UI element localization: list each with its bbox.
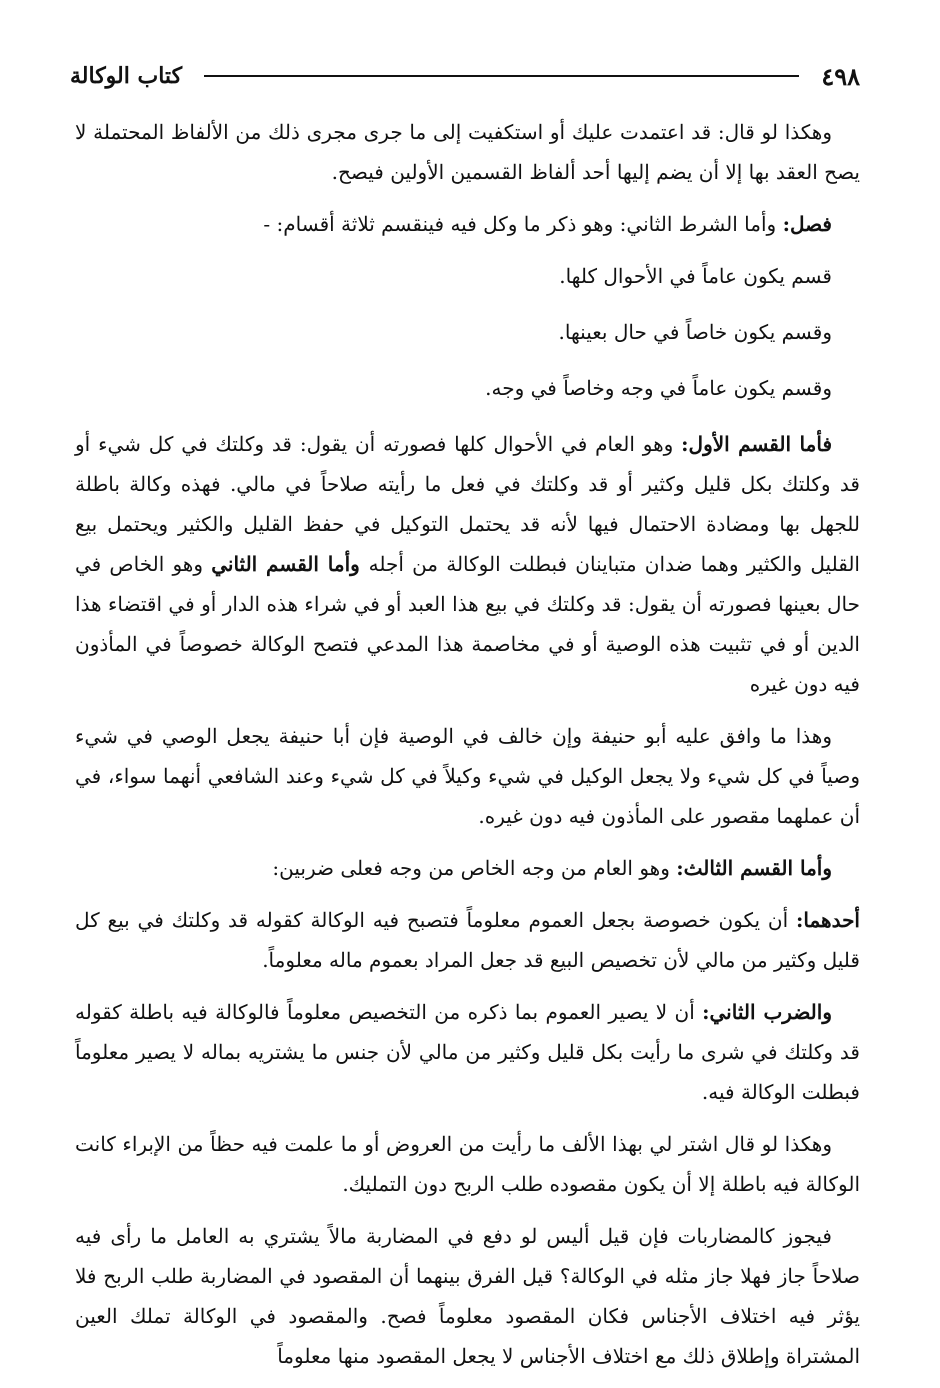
paragraph-text: وهو الخاص في حال بعينها فصورته أن يقول: قد وكلتك في بيع هذا العبد أو في شراء هذه الدار أو في اقتضاء هذا الدين أو في تثبيت هذه الوصية أو في مخاصمة هذا المدعي فتصح الوكالة خصوصاً في المأذون فيه دون غيره xyxy=(75,552,860,696)
section-heading: وأما القسم الثالث: xyxy=(676,856,832,880)
section-heading: والضرب الثاني: xyxy=(702,1000,832,1024)
paragraph-text: أن لا يصير العموم بما ذكره من التخصيص معلوماً فالوكالة فيه باطلة كقوله قد وكلتك في شرى ما رأيت بكل قليل وكثير من مالي لأن جنس ما يشتريه بماله لا يصير معلوماً فبطلت الوكالة فيه. xyxy=(75,1000,860,1104)
section-heading: وأما القسم الثاني xyxy=(211,552,369,576)
section-heading: أحدهما: xyxy=(795,908,860,932)
list-item: قسم يكون عاماً في الأحوال كلها. xyxy=(559,264,832,288)
page-number: ٤٩٨ xyxy=(821,61,860,91)
paragraph-first-section xyxy=(75,424,860,704)
paragraph: فيجوز كالمضاربات فإن قيل أليس لو دفع في المضاربة مالاً يشتري به العامل ما رأى فيه صلاحاً جاز فهلا جاز مثله في الوكالة؟ قيل الفرق بينهما أن المقصود في المضاربة طلب الربح فلا يؤثر فيه اختلاف الأجناس فكان المقصود معلوماً فصح. والمقصود في الوكالة تملك العين المشتراة وإطلاق ذلك مع اختلاف الأجناس لا يجعل المقصود منها معلوماً xyxy=(75,1224,860,1368)
section-heading: فصل: xyxy=(782,212,832,236)
paragraph: وهكذا لو قال اشتر لي بهذا الألف ما رأيت من العروض أو ما علمت فيه حظاً من الإبراء كانت الوكالة فيه باطلة إلا أن يكون مقصوده طلب الربح دون التمليك. xyxy=(75,1132,860,1196)
paragraph-text: أن يكون خصوصة بجعل العموم معلوماً فتصبح فيه الوكالة كقوله قد وكلتك في بيع كل قليل وكثير من مالي لأن تخصيص البيع قد جعل المراد بعموم ماله معلوماً. xyxy=(75,908,860,972)
header-rule xyxy=(204,75,799,77)
list-item: وقسم يكون خاصاً في حال بعينها. xyxy=(558,320,832,344)
paragraph-first-type xyxy=(75,900,860,980)
paragraph-second-type xyxy=(75,992,860,1112)
paragraph-text: وأما الشرط الثاني: وهو ذكر ما وكل فيه فينقسم ثلاثة أقسام: - xyxy=(263,212,783,236)
page-header xyxy=(70,54,860,98)
paragraph: وهكذا لو قال: قد اعتمدت عليك أو استكفيت إلى ما جرى مجرى ذلك من الألفاظ المحتملة لا يصح العقد بها إلا أن يضم إليها أحد ألفاظ القسمين الأولين فيصح. xyxy=(75,120,860,184)
paragraph-section-intro xyxy=(75,204,860,244)
paragraph-third-section xyxy=(75,848,860,888)
page-body xyxy=(75,112,860,1388)
book-title: كتاب الوكالة xyxy=(70,63,183,89)
paragraph: وهذا ما وافق عليه أبو حنيفة وإن خالف في الوصية فإن أبا حنيفة يجعل الوصي في شيء وصياً في كل شيء ولا يجعل الوكيل في شيء وكيلاً في كل شيء وعند الشافعي أنهما سواء، في أن عملهما مقصور على المأذون فيه دون غيره. xyxy=(75,724,860,828)
paragraph-text: وهو العام في الأحوال كلها فصورته أن يقول: قد وكلتك في كل شيء أو قد وكلتك بكل قليل وكثير أو قد وكلتك في فعل ما رأيته صلاحاً في مالي. فهذه وكالة باطلة للجهل بها ومضادة الاحتمال فيها لأنه قد يحتمل التوكيل في حفظ القليل والكثير ويحتمل بيع القليل والكثير وهما ضدان متباينان فبطلت الوكالة من أجله xyxy=(75,432,860,576)
list-item: وقسم يكون عاماً في وجه وخاصاً في وجه. xyxy=(485,376,832,400)
section-heading: فأما القسم الأول: xyxy=(681,432,832,456)
paragraph-text: وهو العام من وجه الخاص من وجه فعلى ضربين: xyxy=(272,856,677,880)
